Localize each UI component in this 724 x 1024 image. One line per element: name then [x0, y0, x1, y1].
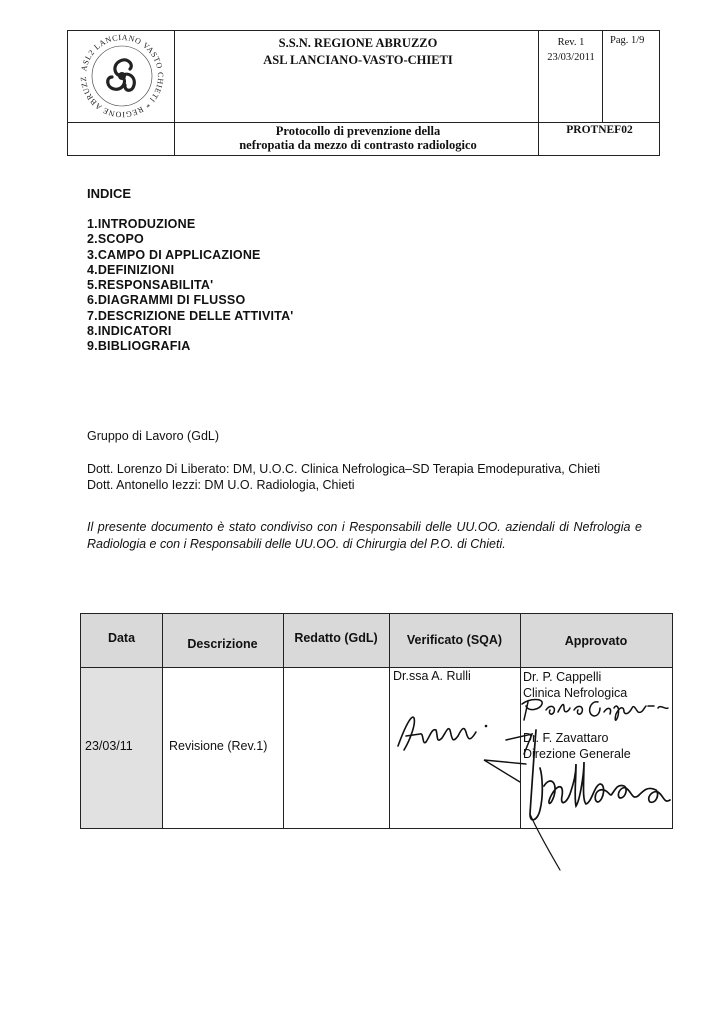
column-header-data: Data: [107, 631, 136, 645]
protocol-title: [176, 124, 540, 152]
cell-approvato-dept-1: Clinica Nefrologica: [523, 686, 628, 700]
index-item: 7.DESCRIZIONE DELLE ATTIVITA': [87, 308, 294, 323]
working-group-title: Gruppo di Lavoro (GdL): [87, 429, 220, 443]
cell-approvato-name-2: Dr. F. Zavattaro: [523, 731, 609, 745]
signature-zavattaro: [480, 724, 710, 874]
index-item: 3.CAMPO DI APPLICAZIONE: [87, 247, 261, 262]
working-group-member: Dott. Antonello Iezzi: DM U.O. Radiologia, Chieti: [87, 478, 355, 492]
protocol-title-line-2: nefropatia da mezzo di contrasto radiologico: [239, 138, 477, 152]
column-header-approvato: Approvato: [564, 634, 628, 648]
column-header-redatto: Redatto (GdL): [294, 631, 378, 645]
index-item: 8.INDICATORI: [87, 324, 172, 339]
working-group-member: Dott. Lorenzo Di Liberato: DM, U.O.C. Clinica Nefrologica–SD Terapia Emodepurativa, Chieti: [87, 462, 601, 476]
revision-number: Rev. 1: [557, 37, 585, 48]
revision-date: 23/03/2011: [547, 52, 595, 63]
protocol-title-line-1: Protocollo di prevenzione della: [275, 124, 441, 138]
index-title: INDICE: [87, 186, 132, 201]
signature-rulli: [392, 706, 492, 756]
logo-ring-text: ASL2 LANCIANO VASTO CHIETI * REGIONE ABRUZZ: [78, 33, 166, 119]
asl-logo: [70, 33, 174, 119]
cell-approvato-name-1: Dr. P. Cappelli: [523, 670, 602, 684]
cell-data: 23/03/11: [85, 739, 133, 753]
cell-approvato-dept-2: Direzione Generale: [523, 747, 631, 761]
index-list: [87, 217, 293, 355]
org-line-1: S.S.N. REGIONE ABRUZZO: [278, 36, 438, 50]
column-header-verificato: Verificato (SQA): [406, 633, 503, 647]
index-item: 2.SCOPO: [87, 232, 144, 247]
column-header-descrizione: Descrizione: [187, 637, 258, 651]
index-item: 9.BIBLIOGRAFIA: [87, 339, 191, 354]
signature-cappelli: [520, 694, 670, 724]
document-header: [67, 30, 660, 156]
sharing-note: Il presente documento è stato condiviso con i Responsabili delle UU.OO. aziendali di Nefrologia e Radiologia e con i Responsabili delle UU.OO. di Chirurgia del P.O. di Chieti.: [87, 520, 642, 551]
org-line-2: ASL LANCIANO-VASTO-CHIETI: [263, 53, 453, 67]
protocol-code: PROTNEF02: [566, 124, 633, 136]
index-item: 5.RESPONSABILITA': [87, 278, 214, 293]
cell-descrizione: Revisione (Rev.1): [169, 739, 268, 753]
cell-verificato: Dr.ssa A. Rulli: [393, 669, 471, 683]
index-item: 1.INTRODUZIONE: [87, 217, 196, 231]
page-number: Pag. 1/9: [610, 35, 645, 46]
index-item: 6.DIAGRAMMI DI FLUSSO: [87, 293, 246, 308]
index-item: 4.DEFINIZIONI: [87, 262, 175, 277]
